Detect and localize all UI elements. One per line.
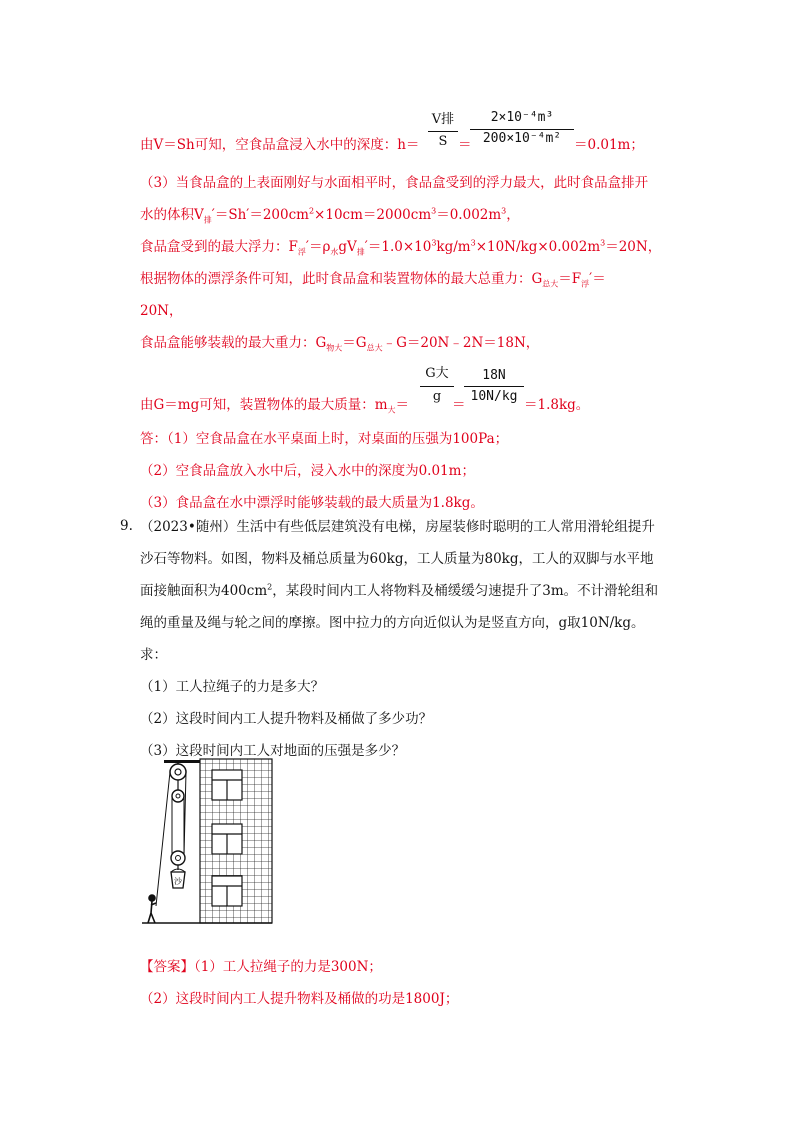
support-beam xyxy=(164,760,200,763)
depth-frac2-denominator: 200×10⁻⁴m² xyxy=(482,131,562,146)
depth-equals: ＝ xyxy=(458,137,472,153)
answer-line1: 【答案】（1）工人拉绳子的力是300N； xyxy=(140,959,382,975)
floating-line1: 根据物体的漂浮条件可知，此时食品盒和装置物体的最大总重力：$G_{总大}=F_浮'=$ xyxy=(140,271,606,289)
pulley-building-figure xyxy=(142,756,282,926)
question-line4: 绳的重量及绳与轮之间的摩擦。图中拉力的方向近似认为是竖直方向，g取10N/kg。 xyxy=(140,615,645,631)
question-line5: 求： xyxy=(140,647,167,663)
question-sub1: （1）工人拉绳子的力是多大？ xyxy=(140,679,325,695)
floating-line2: 20N， xyxy=(140,303,183,319)
mass-frac2-bar xyxy=(464,386,524,387)
depth-frac1-numerator: V排 xyxy=(431,112,455,127)
bucket-label: 沙 xyxy=(174,877,182,886)
depth-frac2-numerator: 2×10⁻⁴m³ xyxy=(490,110,554,125)
mass-formula-prefix: 由G＝mg可知，装置物体的最大质量：$m_大=$ xyxy=(140,397,410,415)
pull-rope xyxy=(156,772,170,906)
mass-frac2-numerator: 18N xyxy=(482,368,506,383)
question-line1: （2023•随州）生活中有些低层建筑没有电梯，房屋装修时聪明的工人常用滑轮组提升 xyxy=(140,519,655,535)
mass-frac2-denominator: 10N/kg xyxy=(470,389,518,404)
part3-line1: （3）当食品盒的上表面刚好与水面相平时，食品盒受到的浮力最大，此时食品盒排开 xyxy=(140,175,649,191)
mass-equals: ＝ xyxy=(452,397,466,413)
movable-pulley xyxy=(171,851,185,865)
question-sub2: （2）这段时间内工人提升物料及桶做了多少功？ xyxy=(140,711,433,727)
question-sub3: （3）这段时间内工人对地面的压强是多少？ xyxy=(140,743,406,759)
mass-frac1-denominator: g xyxy=(432,389,442,404)
mass-frac1-bar xyxy=(420,386,454,387)
part3-line2: 水的体积$V_排'=Sh'=200cm^2\times 10cm=2000cm^3=0.002m^3$， xyxy=(140,206,520,225)
question-line2: 沙石等物料。如图，物料及桶总质量为60kg，工人质量为80kg，工人的双脚与水平地 xyxy=(140,551,654,567)
upper-block-pulley xyxy=(172,790,184,802)
question-number: 9. xyxy=(120,518,133,534)
answer-line2: （2）这段时间内工人提升物料及桶做的功是1800J； xyxy=(140,991,459,1007)
depth-formula-prefix: 由V＝Sh可知，空食品盒浸入水中的深度：h＝ xyxy=(140,137,420,153)
depth-frac1-denominator: S xyxy=(438,134,448,149)
mass-result: ＝1.8kg。 xyxy=(524,397,590,413)
worker xyxy=(148,895,156,923)
mass-frac1-numerator: G大 xyxy=(425,366,449,381)
depth-result: ＝0.01m； xyxy=(574,137,644,153)
depth-frac2-bar xyxy=(470,129,574,130)
buoyancy-line: 食品盒受到的最大浮力：$F_浮'=\rho_水gV_排'=1.0\times 10^3kg/m^3\times 10N/kg\times 0.002m^3=20N$， xyxy=(140,238,662,257)
answer-summary-3: （3）食品盒在水中漂浮时能够装载的最大质量为1.8kg。 xyxy=(140,495,484,511)
weight-line: 食品盒能够装载的最大重力：$G_{物大}=G_{总大}﹣G=20N﹣2N=18N$， xyxy=(140,335,540,353)
depth-frac1-bar xyxy=(428,131,458,132)
fixed-pulley xyxy=(170,764,186,780)
answer-summary-2: （2）空食品盒放入水中后，浸入水中的深度为0.01m； xyxy=(140,463,475,479)
answer-summary-1: 答：（1）空食品盒在水平桌面上时，对桌面的压强为100Pa； xyxy=(140,431,509,447)
question-line3: 面接触面积为$400cm^2$，某段时间内工人将物料及桶缓缓匀速提升了3m。不计滑轮组和 xyxy=(140,582,659,599)
answer-tag: 【答案】 xyxy=(140,959,194,975)
